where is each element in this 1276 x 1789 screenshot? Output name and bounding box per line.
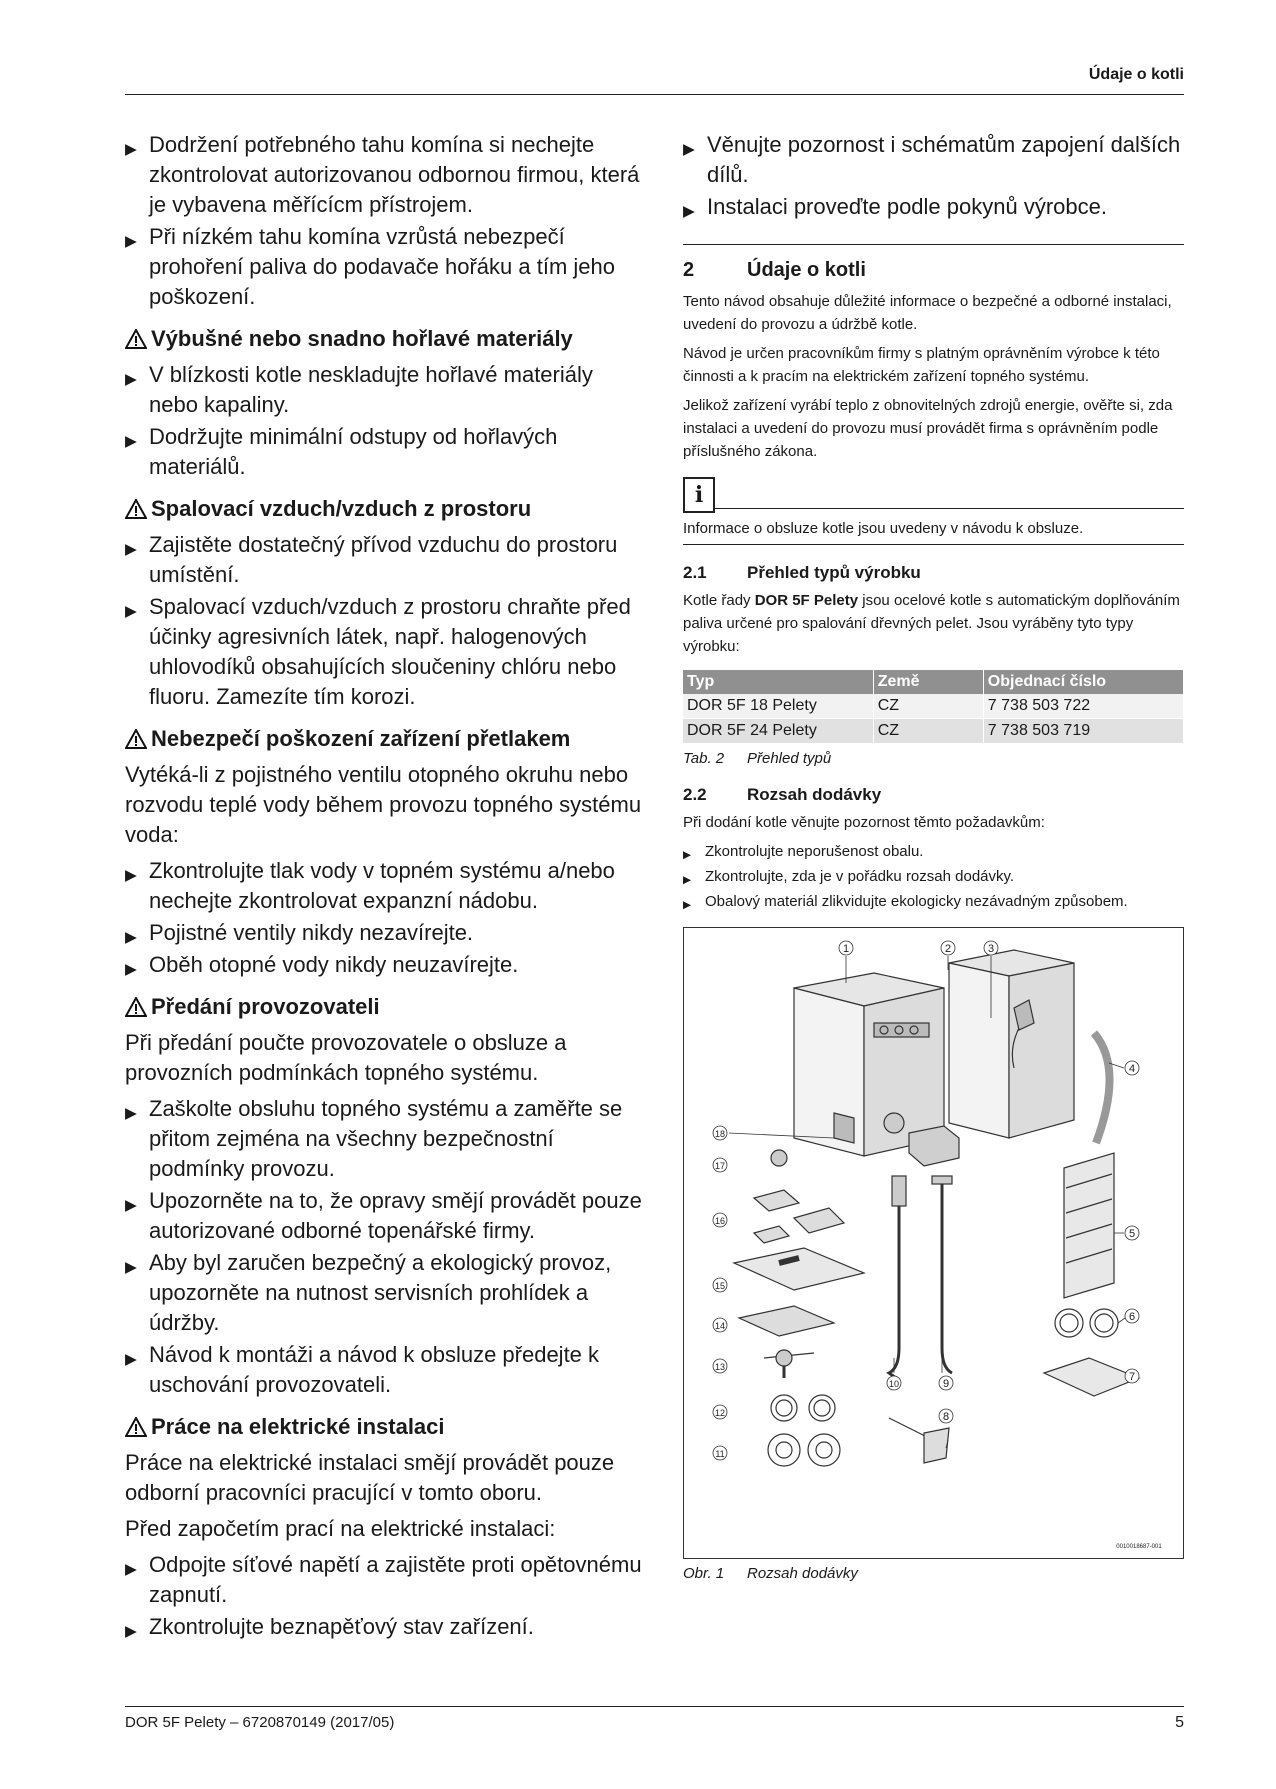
header-rule xyxy=(125,94,1184,95)
list-item: ▶ Obalový materiál zlikvidujte ekologicky nezávadným způsobem. xyxy=(683,890,1184,913)
caption-text: Rozsah dodávky xyxy=(747,1565,858,1582)
warning-heading xyxy=(125,324,645,354)
callout-label: 13 xyxy=(714,1362,726,1372)
left-column xyxy=(125,130,645,1644)
bullet-list xyxy=(125,1550,645,1642)
info-bottom-rule xyxy=(683,544,1184,545)
page-number: 5 xyxy=(1175,1714,1184,1731)
callout-label: 18 xyxy=(714,1129,726,1139)
callout-label: 1 xyxy=(842,943,850,955)
section-number: 2 xyxy=(683,259,695,281)
paragraph: Při dodání kotle věnujte pozornost těmto požadavkům: xyxy=(683,814,1045,831)
table-caption xyxy=(683,750,1184,767)
callout-label: 11 xyxy=(715,1449,725,1459)
warning-triangle-icon xyxy=(125,1417,147,1437)
bullet-list xyxy=(125,1094,645,1400)
delivery-scope-figure xyxy=(683,927,1184,1559)
subsection-heading xyxy=(683,785,1184,805)
figure-code: 0010018687-001 xyxy=(1116,1544,1162,1550)
subsection-number: 2.1 xyxy=(683,563,707,582)
list-item: ▶ Zkontrolujte tlak vody v topném systému a/nebo nechejte zkontrolovat expanzní nádobu. xyxy=(125,856,645,916)
callout-label: 8 xyxy=(942,1411,950,1423)
paragraph: Vytéká-li z pojistného ventilu otopného okruhu nebo rozvodu teplé vody během provozu topného systému voda: xyxy=(125,762,642,847)
list-item: ▶ Odpojte síťové napětí a zajistěte proti opětovnému zapnutí. xyxy=(125,1550,645,1610)
intro-bullet-list xyxy=(125,130,645,312)
list-item: ▶ Upozorněte na to, že opravy smějí provádět pouze autorizované odborné topenářské firmy. xyxy=(125,1186,645,1246)
table-row xyxy=(683,694,1184,719)
list-item: ▶ Zaškolte obsluhu topného systému a zaměřte se přitom zejména na všechny bezpečnostní podmínky provozu. xyxy=(125,1094,645,1184)
right-column xyxy=(683,130,1184,1582)
paragraph: Při předání poučte provozovatele o obsluze a provozních podmínkách topného systému. xyxy=(125,1030,567,1085)
callout-label: 15 xyxy=(714,1281,726,1291)
section-rule xyxy=(683,244,1184,245)
subsection-heading xyxy=(683,563,1184,583)
column-header: Typ xyxy=(683,670,873,694)
caption-label: Tab. 2 xyxy=(683,750,725,767)
paragraph xyxy=(683,589,1184,658)
warning-triangle-icon xyxy=(125,499,147,519)
warning-heading xyxy=(125,724,645,754)
warning-title: Předání provozovateli xyxy=(151,994,380,1019)
column-header: Objednací číslo xyxy=(983,670,1183,694)
section-heading xyxy=(683,259,1184,282)
list-item: ▶ Pojistné ventily nikdy nezavírejte. xyxy=(125,918,645,948)
list-item: ▶ Spalovací vzduch/vzduch z prostoru chraňte před účinky agresivních látek, např. halogenových uhlovodíků obsahujících sloučeniny chlóru nebo fluoru. Zamezíte tím korozi. xyxy=(125,592,645,712)
callout-label: 12 xyxy=(714,1408,726,1418)
figure-caption xyxy=(683,1565,1184,1582)
running-header: Údaje o kotli xyxy=(1088,66,1184,83)
top-bullet-list xyxy=(683,130,1184,222)
caption-label: Obr. 1 xyxy=(683,1565,725,1582)
list-item: ▶ Věnujte pozornost i schématům zapojení dalších dílů. xyxy=(683,130,1184,190)
footer-document-id: DOR 5F Pelety – 6720870149 (2017/05) xyxy=(125,1714,395,1731)
warning-triangle-icon xyxy=(125,329,147,349)
callout-label: 14 xyxy=(714,1321,726,1331)
list-item: ▶ Při nízkém tahu komína vzrůstá nebezpečí prohoření paliva do podavače hořáku a tím jeho poškození. xyxy=(125,222,645,312)
warning-heading xyxy=(125,1412,645,1442)
warning-triangle-icon xyxy=(125,997,147,1017)
bullet-list xyxy=(125,360,645,482)
list-item: ▶ Zkontrolujte neporušenost obalu. xyxy=(683,840,1184,863)
callout-label: 17 xyxy=(714,1161,726,1171)
table-cell: CZ xyxy=(873,694,983,719)
list-item: ▶ Zkontrolujte beznapěťový stav zařízení. xyxy=(125,1612,645,1642)
warning-title: Nebezpečí poškození zařízení přetlakem xyxy=(151,726,571,751)
warning-title: Práce na elektrické instalaci xyxy=(151,1414,445,1439)
paragraph: Návod je určen pracovníkům firmy s platným oprávněním výrobce k této činnosti a k pracím na elektrickém zařízení topného systému. xyxy=(683,345,1160,385)
callout-label: 4 xyxy=(1128,1063,1136,1075)
list-item: ▶ Dodržujte minimální odstupy od hořlavých materiálů. xyxy=(125,422,645,482)
info-note xyxy=(683,477,1184,513)
callout-label: 6 xyxy=(1128,1311,1136,1323)
callout-label: 7 xyxy=(1128,1371,1136,1383)
delivery-scope-illustration xyxy=(684,928,1183,1558)
paragraph-text: Kotle řady xyxy=(683,592,755,609)
caption-text: Přehled typů xyxy=(747,750,832,767)
list-item: ▶ Instalaci proveďte podle pokynů výrobce. xyxy=(683,192,1184,222)
bullet-list xyxy=(683,840,1184,913)
info-icon: i xyxy=(683,477,715,513)
warning-title: Výbušné nebo snadno hořlavé materiály xyxy=(151,326,573,351)
warning-heading xyxy=(125,494,645,524)
list-item: ▶ Oběh otopné vody nikdy neuzavírejte. xyxy=(125,950,645,980)
list-item: ▶ Aby byl zaručen bezpečný a ekologický provoz, upozorněte na nutnost servisních prohlídek a údržby. xyxy=(125,1248,645,1338)
list-item: ▶ Zkontrolujte, zda je v pořádku rozsah dodávky. xyxy=(683,865,1184,888)
callout-label: 9 xyxy=(942,1378,950,1390)
paragraph: Tento návod obsahuje důležité informace o bezpečné a odborné instalaci, uvedení do provozu a údržbě kotle. xyxy=(683,293,1172,333)
product-name: DOR 5F Pelety xyxy=(754,592,859,609)
subsection-title: Přehled typů výrobku xyxy=(747,563,921,582)
warning-triangle-icon xyxy=(125,729,147,749)
paragraph-text: jsou ocelové kotle s automatickým doplňováním paliva určené pro spalování dřevných pelet. Jsou vyráběny tyto typy výrobku: xyxy=(683,592,1180,655)
table-cell: DOR 5F 18 Pelety xyxy=(683,694,873,719)
table-cell: CZ xyxy=(873,719,983,744)
callout-label: 2 xyxy=(944,943,952,955)
list-item: ▶ Dodržení potřebného tahu komína si nechejte zkontrolovat autorizovanou odbornou firmou, která je vybavena měřícícm přístrojem. xyxy=(125,130,645,220)
types-table xyxy=(683,670,1184,744)
list-item: ▶ Návod k montáži a návod k obsluze předejte k uschování provozovateli. xyxy=(125,1340,645,1400)
table-row xyxy=(683,719,1184,744)
callout-label: 3 xyxy=(987,943,995,955)
callout-label: 16 xyxy=(714,1216,726,1226)
warning-title: Spalovací vzduch/vzduch z prostoru xyxy=(151,496,532,521)
column-header: Země xyxy=(873,670,983,694)
table-cell: 7 738 503 719 xyxy=(983,719,1183,744)
table-cell: 7 738 503 722 xyxy=(983,694,1183,719)
warning-heading xyxy=(125,992,645,1022)
info-divider xyxy=(715,508,1184,509)
paragraph: Práce na elektrické instalaci smějí provádět pouze odborní pracovníci pracující v tomto oboru. xyxy=(125,1450,615,1505)
table-header-row xyxy=(683,670,1184,694)
paragraph: Jelikož zařízení vyrábí teplo z obnovitelných zdrojů energie, ověřte si, zda instalaci a uvedení do provozu musí provádět firma s oprávněním podle příslušného zákona. xyxy=(683,397,1173,460)
bullet-list xyxy=(125,530,645,712)
callout-label: 10 xyxy=(888,1379,900,1389)
section-title: Údaje o kotli xyxy=(747,259,866,281)
info-text: Informace o obsluze kotle jsou uvedeny v návodu k obsluze. xyxy=(683,520,1084,537)
bullet-list xyxy=(125,856,645,980)
callout-label: 5 xyxy=(1128,1228,1136,1240)
list-item: ▶ V blízkosti kotle neskladujte hořlavé materiály nebo kapaliny. xyxy=(125,360,645,420)
footer-rule xyxy=(125,1706,1184,1707)
subsection-number: 2.2 xyxy=(683,785,707,804)
paragraph: Před započetím prací na elektrické instalaci: xyxy=(125,1516,556,1541)
subsection-title: Rozsah dodávky xyxy=(747,785,882,804)
list-item: ▶ Zajistěte dostatečný přívod vzduchu do prostoru umístění. xyxy=(125,530,645,590)
table-cell: DOR 5F 24 Pelety xyxy=(683,719,873,744)
